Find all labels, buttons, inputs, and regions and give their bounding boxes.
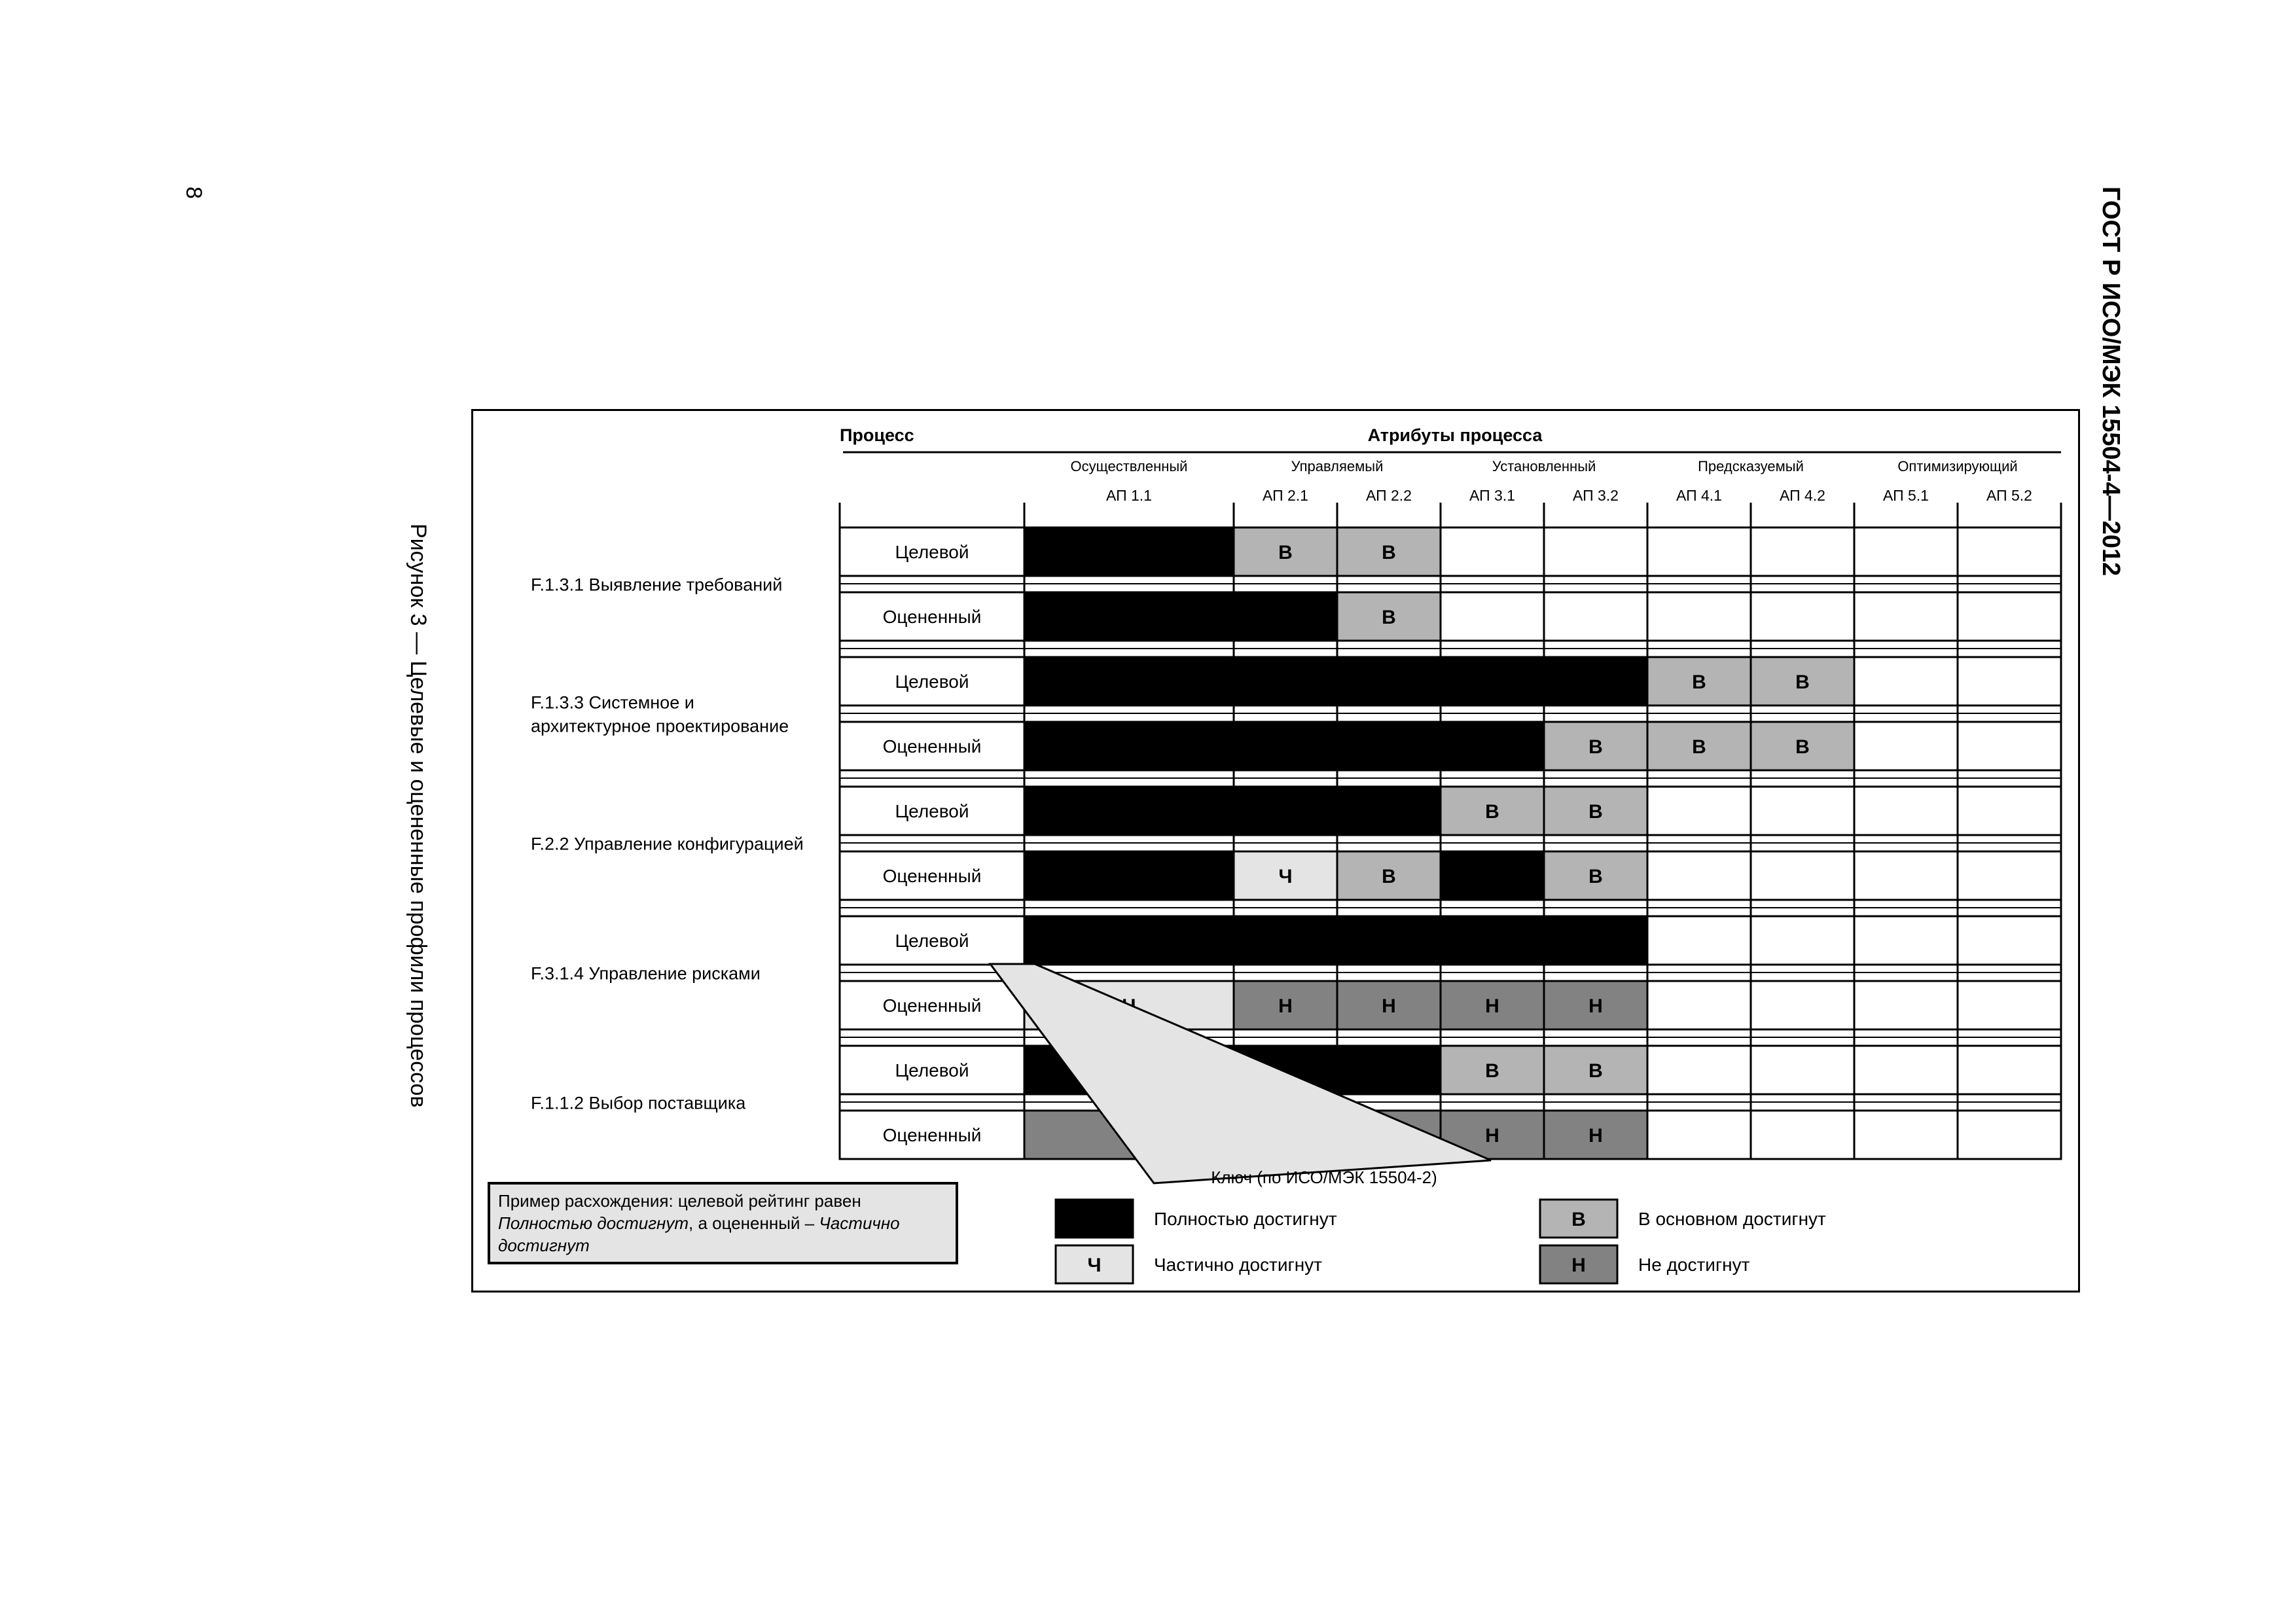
- rating-letter: Н: [1485, 1125, 1499, 1147]
- attribute-label-АП2-2: АП 2.2: [1366, 487, 1412, 504]
- rating-letter: В: [1278, 542, 1293, 563]
- key-swatch-letter: Ч: [1087, 1255, 1102, 1276]
- rating-cell-empty: [1854, 657, 1958, 705]
- rating-cell-empty: [1854, 1046, 1958, 1094]
- level-label-2: Управляемый: [1291, 458, 1384, 474]
- rating-cell-empty: [1647, 851, 1751, 900]
- rating-letter: В: [1382, 866, 1396, 887]
- level-label-5: Оптимизирующий: [1897, 458, 2018, 474]
- figure-frame: [471, 409, 2080, 1293]
- rating-cell-empty: [1751, 851, 1854, 900]
- rating-cell-empty: [1854, 851, 1958, 900]
- attribute-label-АП3-2: АП 3.2: [1573, 487, 1619, 504]
- rating-fully-bar: [1024, 527, 1234, 576]
- key-title: Ключ (по ИСО/МЭК 15504-2): [1211, 1168, 1437, 1187]
- rating-letter: В: [1588, 1060, 1603, 1082]
- rating-letter: Н: [1588, 995, 1603, 1017]
- rating-letter: В: [1692, 736, 1706, 758]
- figure-caption: Рисунок 3 — Целевые и оцененные профили процессов: [406, 524, 431, 1108]
- rating-cell-empty: [1751, 527, 1854, 576]
- rating-cell-empty: [1854, 1111, 1958, 1159]
- rating-cell-empty: [1958, 592, 2061, 641]
- rating-cell-empty: [1958, 1111, 2061, 1159]
- rating-cell-empty: [1647, 1111, 1751, 1159]
- rating-letter: В: [1588, 736, 1603, 758]
- process-name-3: F.2.2 Управление конфигурацией: [531, 834, 804, 854]
- rating-cell-empty: [1854, 527, 1958, 576]
- rating-cell-empty: [1544, 527, 1647, 576]
- rating-cell-empty: [1647, 787, 1751, 835]
- rating-cell-empty: [1647, 527, 1751, 576]
- rating-letter: Н: [1278, 995, 1293, 1017]
- rating-cell-empty: [1647, 916, 1751, 965]
- callout-line-2: Полностью достигнут, а оцененный – Частично: [498, 1213, 900, 1233]
- process-name-2: архитектурное проектирование: [531, 716, 789, 736]
- rating-cell-empty: [1751, 916, 1854, 965]
- rating-fully-bar: [1024, 916, 1647, 965]
- key-label: В основном достигнут: [1638, 1209, 1826, 1229]
- rating-fully-bar: [1024, 592, 1337, 641]
- rating-letter: В: [1382, 542, 1396, 563]
- attribute-label-АП5-1: АП 5.1: [1883, 487, 1929, 504]
- rating-fully-bar: [1024, 851, 1234, 900]
- key-label: Не достигнут: [1638, 1255, 1750, 1275]
- rating-cell-empty: [1958, 916, 2061, 965]
- profile-type-label: Оцененный: [882, 736, 982, 757]
- attribute-label-АП2-1: АП 2.1: [1263, 487, 1308, 504]
- rating-cell-empty: [1958, 722, 2061, 770]
- attribute-label-АП4-1: АП 4.1: [1676, 487, 1722, 504]
- level-label-3: Установленный: [1492, 458, 1596, 474]
- rating-cell-empty: [1751, 592, 1854, 641]
- profile-type-label: Целевой: [895, 671, 969, 692]
- rating-cell-empty: [1854, 981, 1958, 1029]
- profile-type-label: Целевой: [895, 801, 969, 821]
- rating-letter: Ч: [1278, 866, 1293, 887]
- callout-line-1: Пример расхождения: целевой рейтинг равен: [498, 1191, 861, 1211]
- attributes-header: Атрибуты процесса: [1367, 425, 1543, 445]
- profile-figure: [473, 411, 2082, 1294]
- profile-type-label: Целевой: [895, 931, 969, 951]
- rating-fully-bar: [1024, 657, 1647, 705]
- rating-letter: Н: [1588, 1125, 1603, 1147]
- attribute-label-АП5-2: АП 5.2: [1986, 487, 2032, 504]
- rating-cell-empty: [1958, 657, 2061, 705]
- key-swatch: [1056, 1200, 1133, 1238]
- rating-letter: Н: [1382, 995, 1396, 1017]
- key-item-3: [1540, 1200, 1826, 1238]
- profile-type-label: Целевой: [895, 1060, 969, 1080]
- page-number: 8: [181, 187, 206, 199]
- rating-cell-empty: [1958, 527, 2061, 576]
- key-swatch-letter: Н: [1571, 1255, 1586, 1276]
- key-label: Полностью достигнут: [1154, 1209, 1337, 1229]
- rating-cell-empty: [1441, 527, 1544, 576]
- profile-type-label: Оцененный: [882, 995, 982, 1016]
- profile-type-label: Целевой: [895, 542, 969, 562]
- rating-cell-empty: [1854, 916, 1958, 965]
- rating-cell-empty: [1854, 722, 1958, 770]
- process-header: Процесс: [840, 425, 914, 445]
- rating-cell-empty: [1958, 1046, 2061, 1094]
- rating-cell-empty: [1958, 981, 2061, 1029]
- rating-cell-empty: [1854, 592, 1958, 641]
- rating-fully-bar: [1024, 787, 1441, 835]
- attribute-label-АП1-1: АП 1.1: [1106, 487, 1152, 504]
- key-item-1: [1056, 1200, 1337, 1238]
- process-name-1: F.1.3.1 Выявление требований: [531, 575, 783, 595]
- rating-letter: Н: [1485, 995, 1499, 1017]
- rating-letter: В: [1692, 671, 1706, 693]
- rating-cell-empty: [1647, 981, 1751, 1029]
- rating-letter: В: [1382, 607, 1396, 628]
- attribute-label-АП4-2: АП 4.2: [1780, 487, 1825, 504]
- rating-cell-empty: [1751, 1046, 1854, 1094]
- rating-letter: В: [1795, 671, 1810, 693]
- rating-cell-empty: [1647, 592, 1751, 641]
- rating-letter: В: [1588, 801, 1603, 823]
- rating-letter: В: [1795, 736, 1810, 758]
- rating-letter: В: [1485, 1060, 1499, 1082]
- rating-letter: В: [1588, 866, 1603, 887]
- process-name-4: F.3.1.4 Управление рисками: [531, 963, 761, 984]
- profile-type-label: Оцененный: [882, 866, 982, 886]
- rating-fully-bar: [1441, 851, 1544, 900]
- rating-cell-empty: [1854, 787, 1958, 835]
- rating-cell-empty: [1751, 1111, 1854, 1159]
- standard-header: ГОСТ Р ИСО/МЭК 15504-4—2012: [2097, 187, 2125, 577]
- rating-cell-empty: [1647, 1046, 1751, 1094]
- level-label-1: Осуществленный: [1070, 458, 1188, 474]
- key-label: Частично достигнут: [1154, 1255, 1322, 1275]
- callout-line-3: достигнут: [498, 1236, 590, 1255]
- rating-cell-empty: [1751, 981, 1854, 1029]
- rating-cell-empty: [1958, 787, 2061, 835]
- rating-cell-empty: [1544, 592, 1647, 641]
- rating-letter: В: [1485, 801, 1499, 823]
- rating-cell-empty: [1441, 592, 1544, 641]
- key-item-2: [1056, 1245, 1322, 1283]
- level-label-4: Предсказуемый: [1698, 458, 1804, 474]
- key-swatch-letter: В: [1571, 1209, 1586, 1230]
- process-name-5: F.1.1.2 Выбор поставщика: [531, 1093, 746, 1113]
- process-name-2: F.1.3.3 Системное и: [531, 692, 694, 713]
- profile-type-label: Оцененный: [882, 607, 982, 627]
- rating-cell-empty: [1751, 787, 1854, 835]
- rating-cell-empty: [1958, 851, 2061, 900]
- rating-fully-bar: [1024, 722, 1544, 770]
- profile-type-label: Оцененный: [882, 1125, 982, 1145]
- key-item-4: [1540, 1245, 1750, 1283]
- attribute-label-АП3-1: АП 3.1: [1469, 487, 1515, 504]
